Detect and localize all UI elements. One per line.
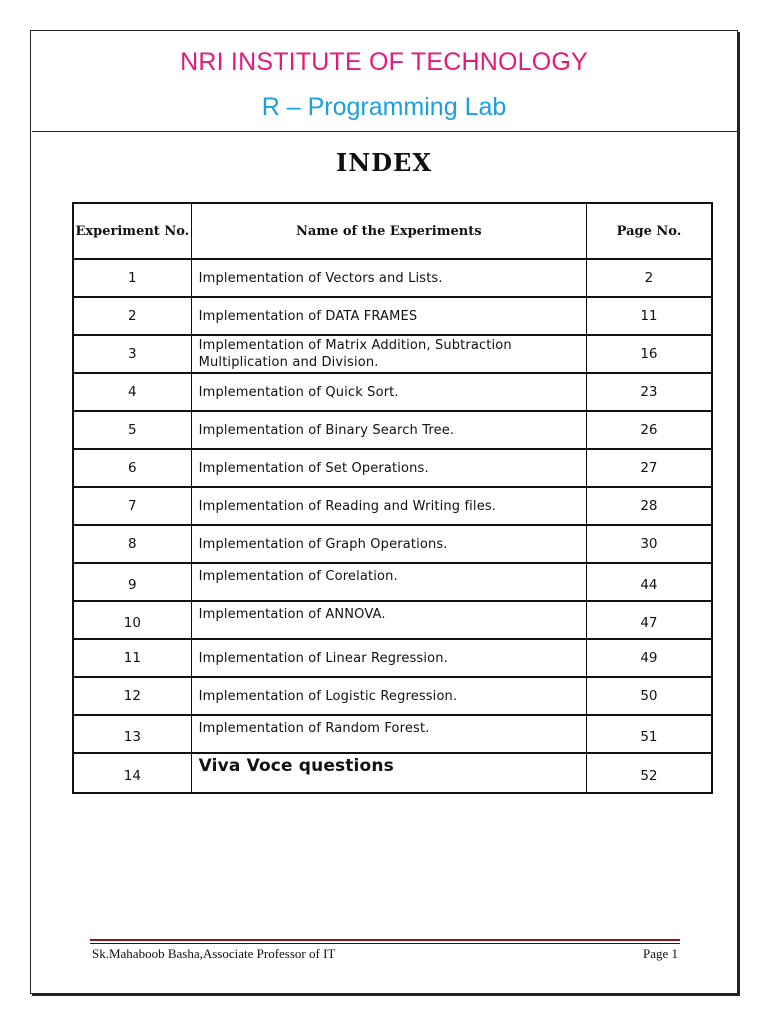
row-page: 50 [587,678,711,716]
row-name: Implementation of Set Operations. [192,450,587,488]
row-no: 1 [74,260,192,298]
row-name: Viva Voce questions [192,754,587,792]
row-no: 2 [74,298,192,336]
table-row [74,640,711,678]
row-page: 16 [587,336,711,374]
table-row [74,754,711,792]
header-experiment-no: Experiment No. [74,204,192,260]
row-name: Implementation of Vectors and Lists. [192,260,587,298]
row-page: 26 [587,412,711,450]
row-page: 27 [587,450,711,488]
row-no: 5 [74,412,192,450]
table-row [74,526,711,564]
table-row [74,260,711,298]
row-no: 11 [74,640,192,678]
row-name: Implementation of Matrix Addition, Subtraction Multiplication and Division. [192,336,587,374]
row-page: 2 [587,260,711,298]
table-row [74,374,711,412]
row-no: 10 [74,602,192,640]
row-name: Implementation of Reading and Writing files. [192,488,587,526]
footer-divider-thin [90,943,680,944]
table-row [74,336,711,374]
index-table [72,202,713,794]
row-page: 28 [587,488,711,526]
table-row [74,678,711,716]
table-header-row [74,204,711,260]
row-name: Implementation of Graph Operations. [192,526,587,564]
institute-title: NRI INSTITUTE OF TECHNOLOGY [180,48,588,76]
table-row [74,450,711,488]
row-no: 6 [74,450,192,488]
row-no: 3 [74,336,192,374]
table-row [74,564,711,602]
row-no: 4 [74,374,192,412]
table-row [74,488,711,526]
row-name: Implementation of Logistic Regression. [192,678,587,716]
row-page: 47 [587,602,711,640]
row-no: 7 [74,488,192,526]
table-row [74,412,711,450]
table-row [74,602,711,640]
footer-author: Sk.Mahaboob Basha,Associate Professor of IT [92,946,336,961]
row-name: Implementation of Random Forest. [192,716,587,754]
header-page-no: Page No. [587,204,711,260]
row-page: 11 [587,298,711,336]
row-page: 49 [587,640,711,678]
row-no: 8 [74,526,192,564]
table-row [74,298,711,336]
row-no: 13 [74,716,192,754]
row-page: 30 [587,526,711,564]
row-no: 9 [74,564,192,602]
row-name: Implementation of ANNOVA. [192,602,587,640]
row-page: 23 [587,374,711,412]
footer-divider-thick [90,939,680,941]
footer-page-number: Page 1 [642,946,678,961]
lab-subtitle: R – Programming Lab [261,93,507,121]
row-no: 12 [74,678,192,716]
row-no: 14 [74,754,192,792]
row-name: Implementation of Linear Regression. [192,640,587,678]
row-name: Implementation of Corelation. [192,564,587,602]
row-name: Implementation of DATA FRAMES [192,298,587,336]
row-name: Implementation of Quick Sort. [192,374,587,412]
table-row [74,716,711,754]
row-page: 52 [640,768,658,784]
index-heading: INDEX [336,148,432,177]
row-name: Implementation of Binary Search Tree. [192,412,587,450]
row-page: 44 [587,564,711,602]
row-page: 51 [587,716,711,754]
header-experiment-name: Name of the Experiments [192,204,587,260]
header-divider [32,131,738,132]
